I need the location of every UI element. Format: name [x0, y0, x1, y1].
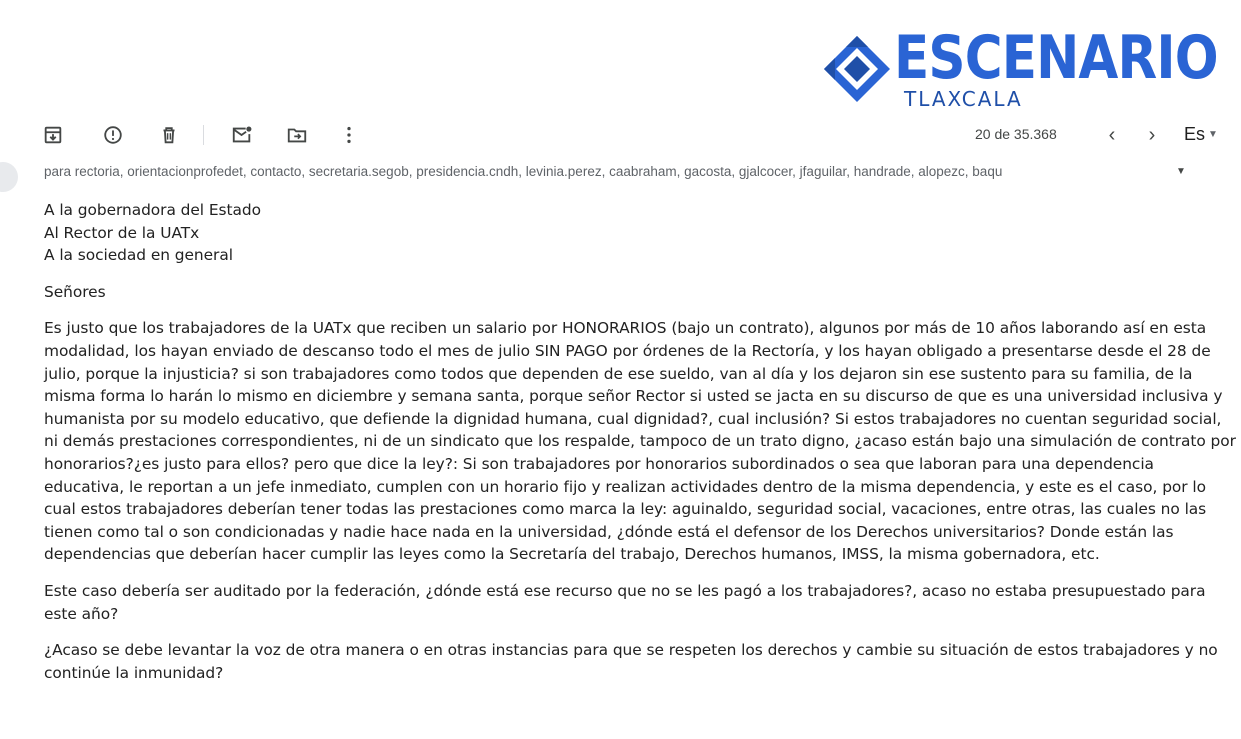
body-paragraph-1: Es justo que los trabajadores de la UATx que reciben un salario por HONORARIOS (bajo un contrato), algunos por más de 10 años laborando así en esta modalidad, los hayan enviado de descanso todo el mes de julio SIN PAGO por órdenes de la Rectoría, y los hayan obligado a presentarse desde el 28 de julio, porque la injusticia? si son trabajadores como todos que dependen de ese sueldo, van al día y los dejaron sin ese sustento para su familia, de la misma forma lo harán lo mismo en diciembre y semana santa, porque señor Rector si usted se jacta en su discurso de que es una universidad inclusiva y humanista por su modelo educativo, que defiende la dignidad humana, cual dignidad?, cual inclusión? Si estos trabajadores no cuentan seguridad social, ni demás prestaciones correspondientes, ni de un sindicato que los respalde, tampoco de un trato digno, ¿acaso están bajo una simulación de contrato por honorarios?¿es justo para ellos? pero que dice la ley?: Si son trabajadores por honorarios subordinados o sea que laboran para una dependencia educativa, le reportan a un jefe inmediato, cumplen con un horario fijo y realizan actividades dentro de la misma dependencia, y este es el caso, por lo cual estos trabajadores deberían tener todas las prestaciones como marca la ley: aguinaldo, seguridad social, vacaciones, entre otras, las cuales no las tienen como tal o son condicionadas y nadie hace nada en la universidad, ¿dónde está el defensor de los Derechos universitarios? Donde están las dependencias que deberían hacer cumplir las leyes como la Secretaría del trabajo, Derechos humanos, IMSS, la misma gobernadora, etc. — [44, 319, 1236, 564]
sender-avatar — [0, 162, 18, 192]
input-tools-label: Es — [1184, 124, 1206, 144]
salutation: Señores — [44, 282, 106, 301]
escenario-logo — [822, 23, 1218, 111]
greeting-block — [44, 199, 1236, 267]
email-body — [44, 199, 1236, 698]
greeting-line: A la gobernadora del Estado — [44, 201, 261, 219]
body-paragraph-3: ¿Acaso se debe levantar la voz de otra manera o en otras instancias para que se respeten los derechos y cambie su situación de estos trabajadores y no continúe la inmunidad? — [44, 641, 1218, 682]
recipients-line: para rectoria, orientacionprofedet, contacto, secretaria.segob, presidencia.cndh, levinia.perez, caabraham, gacosta, gjalcocer, jfaguilar, handrade, alopezc, baqu — [44, 164, 1003, 179]
toolbar-divider — [203, 125, 204, 145]
prev-message-button[interactable]: ‹ — [1108, 124, 1116, 146]
show-details-chevron-icon[interactable]: ▼ — [1176, 166, 1186, 177]
report-spam-icon[interactable] — [102, 124, 124, 146]
greeting-line: A la sociedad en general — [44, 246, 233, 265]
next-message-button[interactable]: › — [1148, 124, 1156, 146]
delete-icon[interactable] — [158, 124, 180, 146]
mark-unread-icon[interactable] — [231, 124, 253, 146]
logo-diamond-icon — [822, 34, 892, 104]
archive-icon[interactable] — [42, 124, 64, 146]
chevron-down-icon: ▼ — [1208, 129, 1218, 140]
message-counter: 20 de 35.368 — [975, 126, 1057, 142]
logo-sub-text: TLAXCALA — [904, 87, 1023, 111]
email-toolbar — [40, 122, 1240, 150]
more-options-icon[interactable] — [338, 124, 360, 146]
body-paragraph-2: Este caso debería ser auditado por la federación, ¿dónde está ese recurso que no se les pagó a los trabajadores?, acaso no estaba presupuestado para este año? — [44, 581, 1206, 623]
logo-brand-text: ESCENARIO — [894, 23, 1218, 93]
greeting-line: Al Rector de la UATx — [44, 223, 200, 242]
input-tools-button[interactable] — [1184, 124, 1218, 145]
move-to-icon[interactable] — [286, 124, 308, 146]
